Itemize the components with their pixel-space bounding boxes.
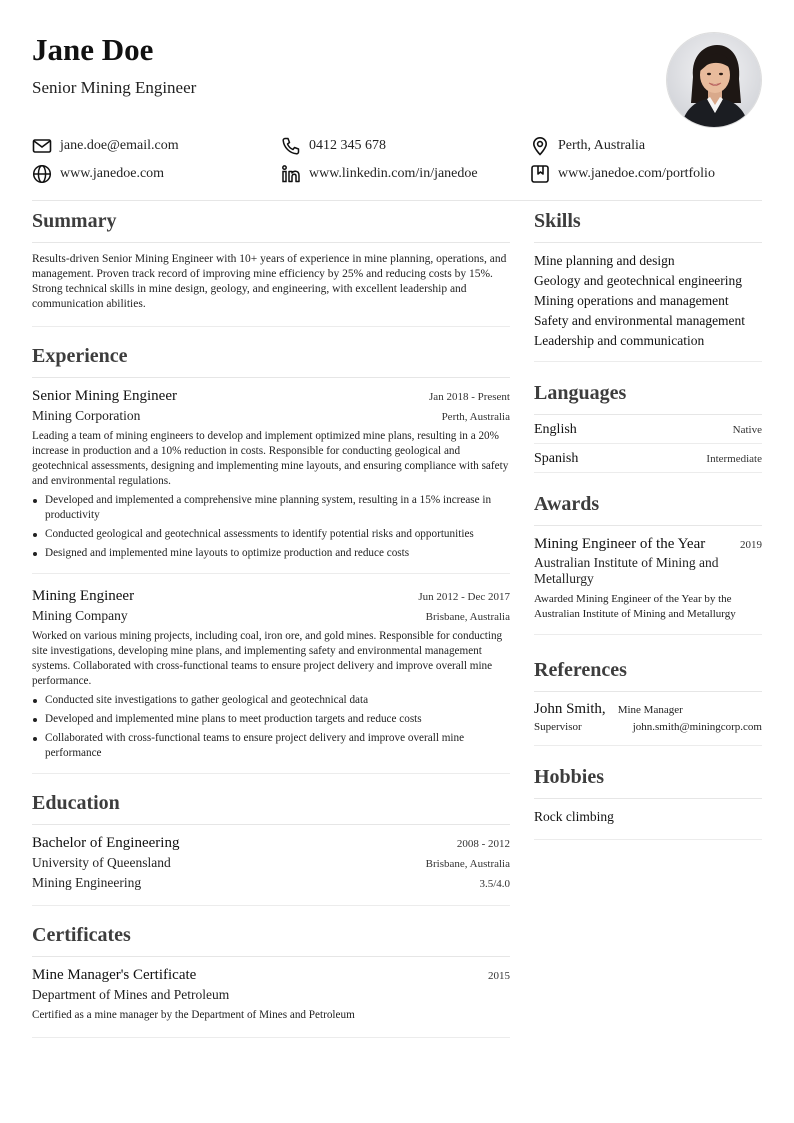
phone-text[interactable]: 0412 345 678 [309,138,386,153]
certificate-year: 2015 [488,970,510,982]
experience-item [32,378,510,574]
candidate-name: Jane Doe [32,32,154,67]
resume-page [32,0,762,1123]
certificates-section [32,920,510,1038]
achievement-item: Designed and implemented mine layouts to optimize production and reduce costs [32,546,510,561]
education-section [32,788,510,906]
header-divider [32,200,762,201]
globe-icon [32,164,52,184]
company-name: Mining Company [32,608,128,623]
job-dates: Jun 2012 - Dec 2017 [418,591,510,603]
language-row [534,415,762,444]
contact-website[interactable] [32,162,164,186]
skills-heading: Skills [534,206,762,243]
main-column [32,206,510,1038]
summary-text: Results-driven Senior Mining Engineer with 10+ years of experience in mine planning, operations, and management. Proven track record of improving mine efficiency by 25% and reducing costs by 15%. Strong technical skills in mine design, geology, and engineering, with excellent leadership and communication abilities. [32,253,507,310]
skill-item: Leadership and communication [534,333,705,348]
summary-section [32,206,510,327]
email-text[interactable]: jane.doe@email.com [60,138,179,153]
field-of-study: Mining Engineering [32,875,142,890]
language-level: Intermediate [706,453,762,465]
reference-email[interactable]: john.smith@miningcorp.com [632,721,762,733]
languages-heading: Languages [534,378,762,415]
linkedin-icon [281,164,301,184]
reference-position: Mine Manager [617,704,683,716]
school-name: University of Queensland [32,855,171,870]
job-title: Mining Engineer [32,588,135,604]
languages-section [534,378,762,473]
job-title: Senior Mining Engineer [32,388,177,404]
skills-section [534,206,762,362]
school-location: Brisbane, Australia [425,858,510,870]
reference-name: John Smith, [534,701,606,717]
references-section [534,655,762,746]
hobbies-section [534,762,762,840]
portfolio-text[interactable]: www.janedoe.com/portfolio [558,166,715,181]
skill-item: Safety and environmental management [534,313,746,328]
company-name: Mining Corporation [32,408,141,423]
certificate-issuer: Department of Mines and Petroleum [32,987,230,1002]
contact-location [530,134,645,158]
experience-heading: Experience [32,341,510,378]
candidate-title: Senior Mining Engineer [32,78,197,97]
skills-list [534,243,762,361]
education-dates: 2008 - 2012 [456,838,510,850]
certificate-description: Certified as a mine manager by the Department of Mines and Petroleum [32,1009,355,1021]
contact-info [32,134,762,190]
contact-portfolio[interactable] [530,162,715,186]
hobby-item: Rock climbing [534,809,614,824]
achievement-list [32,693,510,761]
certificates-heading: Certificates [32,920,510,957]
gpa: 3.5/4.0 [479,878,510,890]
education-heading: Education [32,788,510,825]
website-text[interactable]: www.janedoe.com [60,166,165,181]
summary-heading: Summary [32,206,510,243]
references-heading: References [534,655,762,692]
location-text: Perth, Australia [558,138,646,153]
contact-phone[interactable] [281,134,386,158]
profile-photo [666,32,762,128]
job-location: Perth, Australia [441,411,510,423]
experience-item [32,574,510,774]
reference-relation: Supervisor [534,721,582,733]
achievement-item: Developed and implemented mine plans to meet production targets and reduce costs [32,712,510,727]
achievement-item: Conducted site investigations to gather geological and geotechnical data [32,693,510,708]
achievement-item: Conducted geological and geotechnical assessments to identify potential risks and opportunities [32,527,510,542]
location-pin-icon [530,136,550,156]
skill-item: Geology and geotechnical engineering [534,273,743,288]
job-description: Leading a team of mining engineers to develop and implement optimized mine plans, resulting in a 20% increase in production and a 10% reduction in costs. Responsible for conducting geological and geotechnical assessments, designing and implementing mine layouts, and ensuring compliance with safety and environmental regulations. [32,430,509,487]
skill-item: Mine planning and design [534,253,675,268]
certificate-name: Mine Manager's Certificate [32,967,197,983]
achievement-item: Collaborated with cross-functional teams to ensure project delivery and improve overall mine performance [32,731,510,761]
portfolio-icon [530,164,550,184]
degree-name: Bachelor of Engineering [32,835,180,851]
linkedin-text[interactable]: www.linkedin.com/in/janedoe [309,166,478,181]
hobbies-heading: Hobbies [534,762,762,799]
contact-email[interactable] [32,134,179,158]
language-row [534,444,762,473]
contact-linkedin[interactable] [281,162,478,186]
phone-icon [281,136,301,156]
award-title: Mining Engineer of the Year [534,536,706,552]
sidebar-column [534,206,762,840]
skill-item: Mining operations and management [534,293,729,308]
award-description: Awarded Mining Engineer of the Year by the Australian Institute of Mining and Metallurgy [534,593,736,620]
award-year: 2019 [740,539,762,551]
awards-heading: Awards [534,489,762,526]
achievement-list [32,493,510,561]
award-organization: Australian Institute of Mining and Metallurgy [534,555,719,586]
language-name: English [534,422,577,437]
language-name: Spanish [534,451,579,466]
job-description: Worked on various mining projects, including coal, iron ore, and gold mines. Responsible for conducting site investigations, developing mine plans, and implementing safety and environmental management systems. Collaborated with cross-functional teams to ensure project delivery and improve overall mine performance. [32,630,503,687]
awards-section [534,489,762,635]
job-location: Brisbane, Australia [425,611,510,623]
achievement-item: Developed and implemented a comprehensive mine planning system, resulting in a 15% increase in productivity [32,493,510,523]
mail-icon [32,136,52,156]
job-dates: Jan 2018 - Present [429,391,510,403]
experience-section [32,341,510,774]
language-level: Native [732,424,762,436]
